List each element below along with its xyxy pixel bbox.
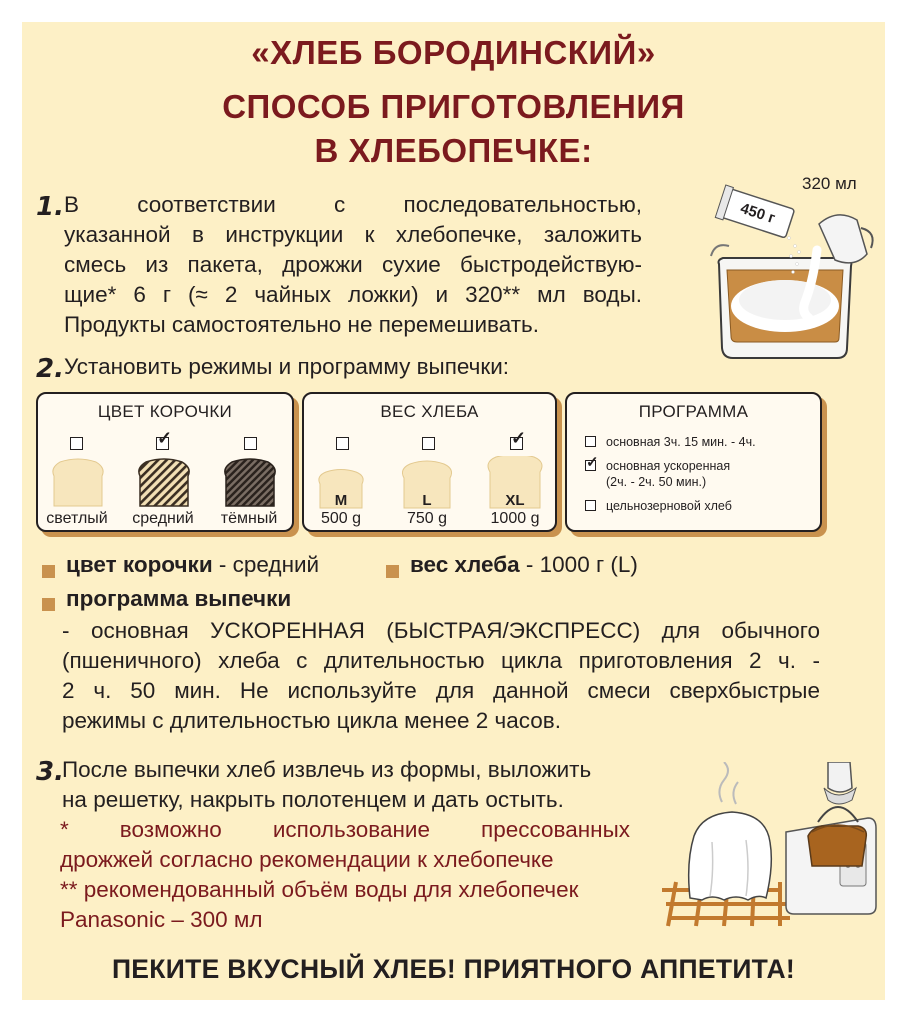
closing-slogan: ПЕКИТЕ ВКУСНЫЙ ХЛЕБ! ПРИЯТНОГО АППЕТИТА! — [111, 954, 796, 984]
weight-l-size: L — [422, 492, 432, 509]
step1-text — [64, 190, 642, 340]
step1-number: 1. — [36, 192, 64, 222]
program-rapid-checkbox[interactable] — [585, 454, 599, 471]
method-title-line1: СПОСОБ ПРИГОТОВЛЕНИЯ — [222, 88, 685, 125]
step1-line: Продукты самостоятельно не перемешивать. — [64, 312, 540, 337]
step3-text — [62, 755, 632, 815]
footnote-line: Panasonic – 300 мл — [60, 907, 263, 932]
step1-line: В соответствии с последовательностью, — [64, 192, 642, 217]
crust-loaves-illustration — [48, 458, 288, 508]
check-mark-icon: ✓ — [157, 428, 173, 448]
crust-dark-checkbox[interactable] — [244, 437, 257, 450]
program-standard-checkbox[interactable] — [585, 436, 596, 447]
summary-weight — [410, 552, 638, 578]
summary-crust-key: цвет корочки — [66, 552, 213, 577]
weight-l-checkbox[interactable] — [422, 437, 435, 450]
check-mark-icon: ✓ — [586, 454, 599, 471]
step1-line: щие* 6 г (≈ 2 чайных ложки) и 320** мл воды. — [64, 282, 642, 307]
cooling-illustration — [662, 762, 882, 942]
program-rapid-duration: (2ч. - 2ч. 50 мин.) — [606, 475, 707, 489]
weight-xl-checkbox[interactable] — [510, 428, 527, 450]
instruction-card — [22, 22, 885, 1000]
crust-light-label: светлый — [46, 510, 108, 527]
footnotes — [60, 815, 630, 935]
bullet-icon — [386, 565, 399, 578]
step1-line: смесь из пакета, дрожжи сухие быстродействую- — [64, 252, 642, 277]
program-wholegrain-checkbox[interactable] — [585, 500, 596, 511]
summary-program-line: 2 ч. 50 мин. Не используйте для данной смеси сверхбыстрые — [62, 678, 820, 703]
bullet-icon — [42, 598, 55, 611]
step2-text: Установить режимы и программу выпечки: — [64, 354, 510, 379]
weight-l-label: 750 g — [406, 510, 448, 527]
program-standard-label: основная 3ч. 15 мин. - 4ч. — [606, 435, 756, 449]
footnote-line: ** рекомендованный объём воды для хлебопечек — [60, 877, 579, 902]
program-header: ПРОГРАММА — [638, 402, 749, 421]
crust-dark-label: тёмный — [220, 510, 278, 527]
step3-number: 3. — [36, 757, 64, 787]
summary-weight-key: вес хлеба — [410, 552, 520, 577]
product-title: «ХЛЕБ БОРОДИНСКИЙ» — [251, 34, 656, 71]
footnote-line: дрожжей согласно рекомендации к хлебопечке — [60, 847, 554, 872]
summary-crust — [66, 552, 319, 578]
method-title-line2: В ХЛЕБОПЕЧКЕ: — [314, 132, 593, 169]
summary-program-key: программа выпечки — [66, 586, 292, 611]
summary-program-line: (пшеничного) хлеба с длительностью цикла приготовления 2 ч. - — [62, 648, 820, 673]
step3-line: После выпечки хлеб извлечь из формы, выложить — [62, 757, 592, 782]
crust-color-header: ЦВЕТ КОРОЧКИ — [97, 402, 233, 421]
summary-program-line: - основная УСКОРЕННАЯ (БЫСТРАЯ/ЭКСПРЕСС) для обычного — [62, 618, 820, 643]
step3-line: на решетку, накрыть полотенцем и дать остыть. — [62, 787, 564, 812]
summary-program-line: режимы с длительностью цикла менее 2 часов. — [62, 708, 561, 733]
crust-light-checkbox[interactable] — [70, 437, 83, 450]
crust-color-panel — [36, 392, 294, 532]
weight-m-checkbox[interactable] — [336, 437, 349, 450]
summary-weight-value: - 1000 г (L) — [519, 552, 638, 577]
loaf-weight-header: ВЕС ХЛЕБА — [380, 402, 479, 421]
summary-program — [66, 586, 291, 612]
program-panel — [565, 392, 822, 532]
program-rapid-label: основная ускоренная — [606, 459, 731, 473]
weight-m-size: M — [334, 492, 348, 509]
water-volume-label: 320 мл — [802, 174, 857, 193]
program-wholegrain-label: цельнозерновой хлеб — [606, 499, 732, 513]
bullet-icon — [42, 565, 55, 578]
weight-xl-size: XL — [505, 492, 525, 509]
crust-medium-label: средний — [132, 510, 194, 527]
pouring-illustration — [697, 172, 882, 372]
step2-number: 2. — [36, 354, 64, 384]
summary-crust-value: - средний — [212, 552, 320, 577]
weight-m-label: 500 g — [320, 510, 362, 527]
bag-label: 450 г — [738, 199, 778, 228]
crust-medium-checkbox[interactable] — [156, 428, 173, 450]
footnote-line: * возможно использование прессованных — [60, 817, 630, 842]
step1-line: указанной в инструкции к хлебопечке, заложить — [64, 222, 642, 247]
check-mark-icon: ✓ — [511, 428, 527, 448]
summary-program-text — [62, 616, 820, 736]
weight-xl-label: 1000 g — [490, 510, 540, 527]
loaf-weight-panel — [302, 392, 557, 532]
